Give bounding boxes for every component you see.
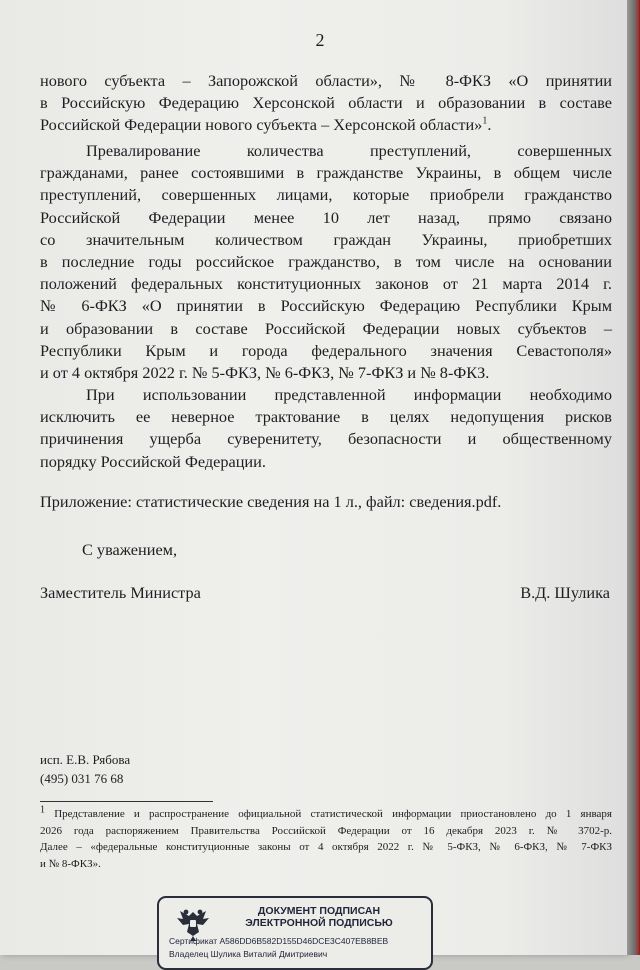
stamp-owner: Владелец Шулика Виталий Дмитриевич: [169, 949, 328, 959]
footnote-marker: 1: [40, 804, 45, 816]
footnote-text: Представление и распространение официальной статистической информации приостановлено до 1 января: [54, 808, 612, 820]
footnote-divider: [40, 801, 213, 802]
executor-phone: (495) 031 76 68: [40, 771, 124, 786]
footnote-line: 2026 года распоряжением Правительства Российской Федерации от 16 декабря 2023 г. № 3702-р.: [40, 824, 612, 837]
footnote-line: и № 8-ФКЗ».: [40, 857, 101, 870]
executor-name: исп. Е.В. Рябова: [40, 752, 131, 767]
signatory-name: В.Д. Шулика: [520, 583, 610, 602]
text-line: порядку Российской Федерации.: [40, 451, 266, 471]
text-line: и от 4 октября 2022 г. № 5-ФКЗ, № 6-ФКЗ, № 7-ФКЗ и № 8-ФКЗ.: [40, 363, 490, 383]
text-line: в Российскую Федерацию Херсонской области и образовании в составе: [40, 93, 612, 113]
text-line: Российской Федерации менее 10 лет назад, прямо связано: [40, 207, 612, 227]
text-line: со значительным количеством граждан Украины, приобретших: [40, 229, 612, 249]
text-line: положений федеральных конституционных законов от 21 марта 2014 г.: [40, 274, 612, 294]
executor-info: [40, 750, 130, 788]
annex-note: Приложение: статистические сведения на 1 л., файл: сведения.pdf.: [40, 492, 502, 511]
page-edge-background: [627, 0, 640, 955]
electronic-signature-stamp: [157, 896, 433, 970]
text-line: [40, 114, 612, 136]
text-line: преступлений, совершенных лицами, которые приобрели гражданство: [40, 185, 612, 205]
paragraph-1: [40, 70, 612, 137]
text-line: № 6-ФКЗ «О принятии в Российскую Федерацию Республики Крым: [40, 296, 612, 316]
page-number: 2: [315, 30, 325, 50]
text-line-content: Российской Федерации нового субъекта – Херсонской области»: [40, 115, 483, 135]
paragraph-2: [40, 140, 612, 384]
footnote-line: Далее – «федеральные конституционные законы от 4 октября 2022 г. № 5-ФКЗ, № 6-ФКЗ, № 7-ФКЗ: [40, 841, 612, 853]
text-line-end: .: [487, 115, 492, 135]
footnote-reference: 1: [482, 115, 488, 127]
greeting: С уважением,: [82, 540, 178, 559]
footnote: [40, 806, 612, 872]
text-line: гражданами, ранее состоявшими в гражданстве Украины, в общем числе: [40, 163, 612, 183]
stamp-title: [219, 905, 419, 929]
paragraph-3: [40, 384, 612, 473]
text-line: и образовании в составе Российской Федерации новых субъектов –: [40, 318, 612, 338]
text-line: Республики Крым и города федерального значения Севастополя»: [40, 340, 612, 360]
stamp-title-line: ДОКУМЕНТ ПОДПИСАН: [257, 905, 381, 917]
text-line: в последние годы российское гражданство, в том числе на основании: [40, 252, 612, 272]
text-line: исключить ее неверное трактование в целях недопущения рисков: [40, 407, 612, 427]
text-line: причинения ущерба суверенитету, безопасности и общественному: [40, 429, 612, 449]
signatory-position: Заместитель Министра: [40, 583, 201, 602]
footnote-line: [40, 806, 612, 823]
stamp-certificate: Сертификат A586DD6B582D155D46DCE3C407EB8BEB: [169, 936, 389, 946]
stamp-title-line: ЭЛЕКТРОННОЙ ПОДПИСЬЮ: [245, 917, 393, 929]
text-line: нового субъекта – Запорожской области», № 8-ФКЗ «О принятии: [40, 71, 612, 90]
text-line: При использовании представленной информации необходимо: [86, 385, 612, 404]
text-line: Превалирование количества преступлений, совершенных: [86, 141, 612, 160]
